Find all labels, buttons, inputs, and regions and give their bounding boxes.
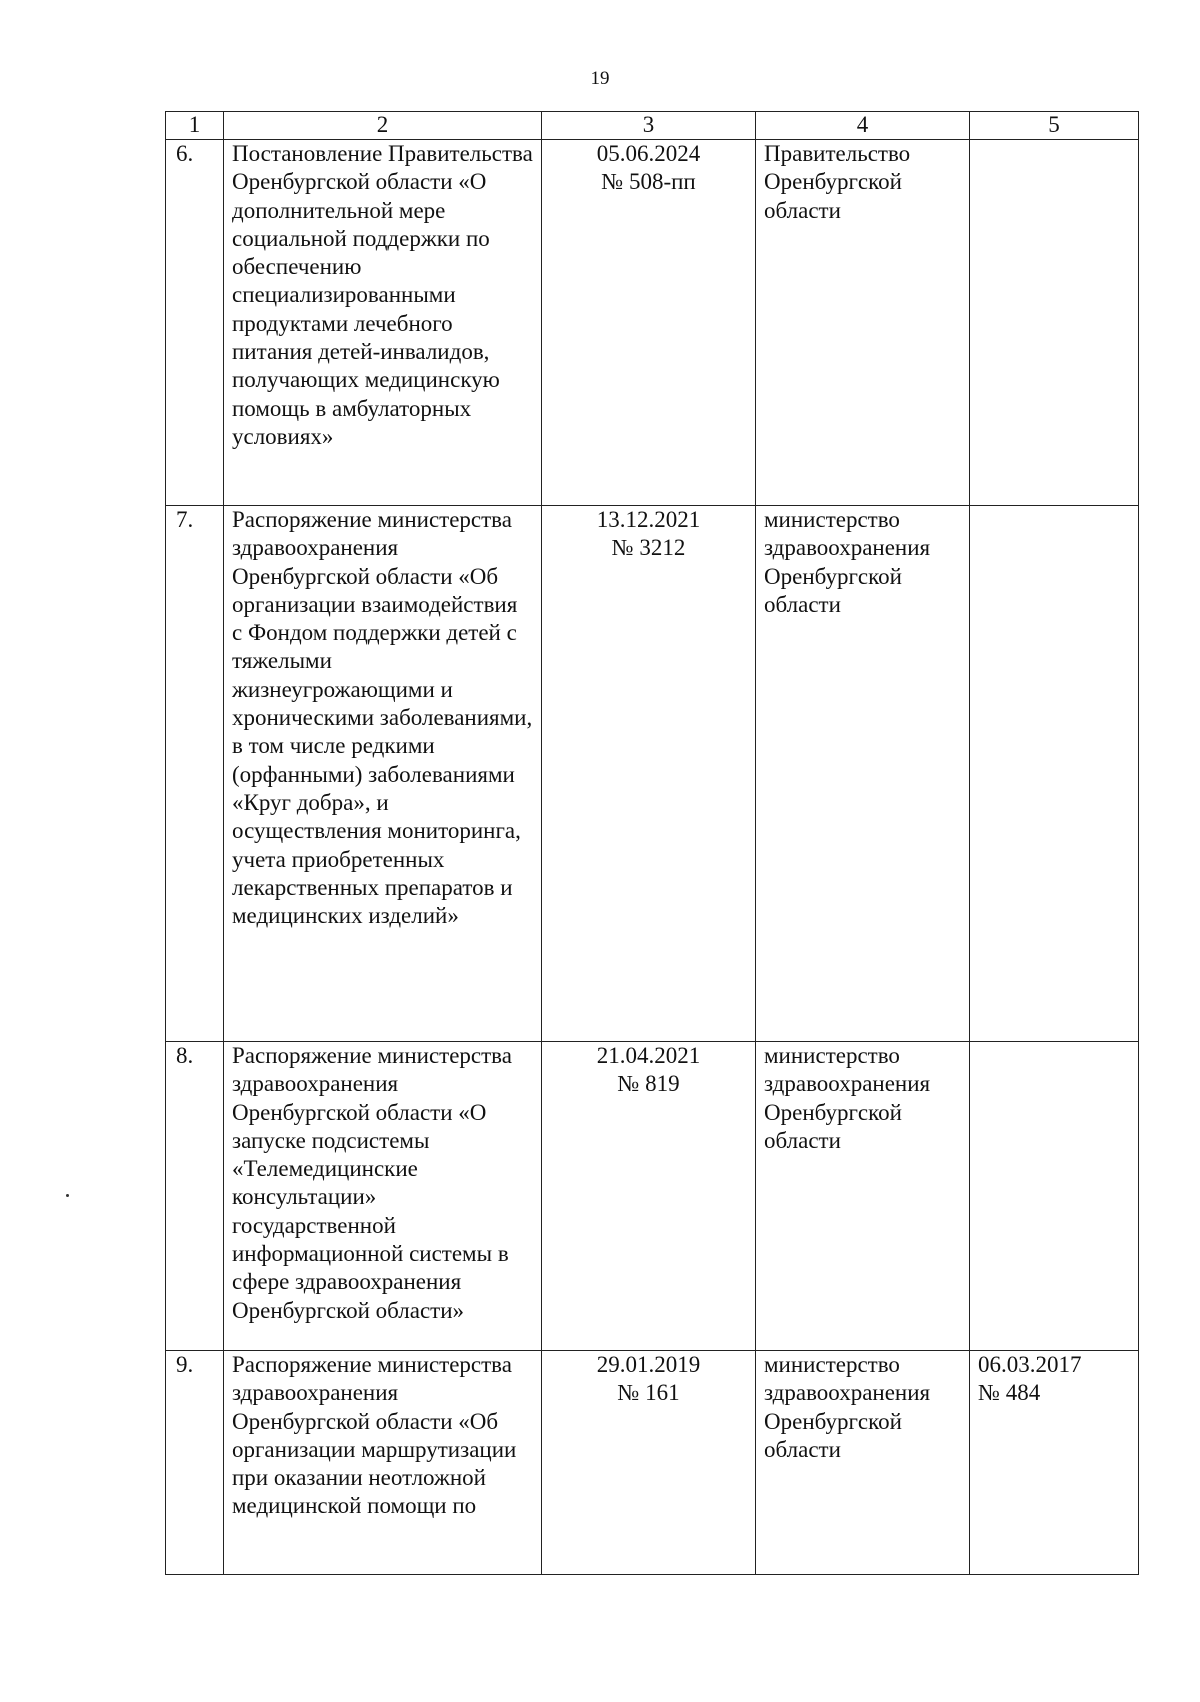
column-5-cell [970,1351,1139,1575]
issuing-authority: министерство здравоохранения Оренбургской области [756,1351,970,1575]
table-row [166,506,1139,1042]
column-5-cell [970,140,1139,506]
document-date: 29.01.2019 [596,1352,701,1377]
header-cell-3: 3 [542,112,756,140]
document-number: № 3212 [611,535,686,561]
document-date-number [542,140,756,506]
document-name: Постановление Правительства Оренбургской области «О дополнительной мере социальной поддержки по обеспечению специализированными продуктами лечебного питания детей-инвалидов, получающих медицинскую помощь в амбулаторных условиях» [224,140,542,506]
document-date: 13.12.2021 [596,507,701,532]
table-header-row [166,112,1139,140]
header-cell-2: 2 [224,112,542,140]
document-date: 05.06.2024 [596,141,701,166]
document-number: № 819 [617,1071,680,1097]
row-number: 6. [166,140,224,506]
document-table [165,111,1139,1575]
header-cell-1: 1 [166,112,224,140]
document-date: 21.04.2021 [596,1043,701,1068]
document-date-number [542,1042,756,1351]
scan-speck [66,1194,69,1197]
column-5-cell [970,506,1139,1042]
column-5-date: 06.03.2017 [978,1352,1082,1377]
header-cell-4: 4 [756,112,970,140]
issuing-authority: министерство здравоохранения Оренбургской области [756,1042,970,1351]
column-5-number: № 484 [978,1380,1041,1406]
document-number: № 508-пп [601,169,696,195]
header-cell-5: 5 [970,112,1139,140]
document-name: Распоряжение министерства здравоохранения Оренбургской области «Об организации взаимодействия с Фондом поддержки детей с тяжелыми жизнеугрожающими и хроническими заболеваниями, в том числе редкими (орфанными) заболеваниями «Круг добра», и осуществления мониторинга, учета приобретенных лекарственных препаратов и медицинских изделий» [224,506,542,1042]
issuing-authority: министерство здравоохранения Оренбургской области [756,506,970,1042]
table-row [166,1351,1139,1575]
document-date-number [542,506,756,1042]
row-number: 9. [166,1351,224,1575]
document-name: Распоряжение министерства здравоохранения Оренбургской области «О запуске подсистемы «Телемедицинские консультации» государственной информационной системы в сфере здравоохранения Оренбургской области» [224,1042,542,1351]
table-row [166,140,1139,506]
issuing-authority: Правительство Оренбургской области [756,140,970,506]
row-number: 8. [166,1042,224,1351]
document-date-number [542,1351,756,1575]
row-number: 7. [166,506,224,1042]
page-number: 19 [590,68,610,89]
column-5-cell [970,1042,1139,1351]
document-name: Распоряжение министерства здравоохранения Оренбургской области «Об организации маршрутизации при оказании неотложной медицинской помощи по [224,1351,542,1575]
document-number: № 161 [617,1380,680,1406]
table-row [166,1042,1139,1351]
